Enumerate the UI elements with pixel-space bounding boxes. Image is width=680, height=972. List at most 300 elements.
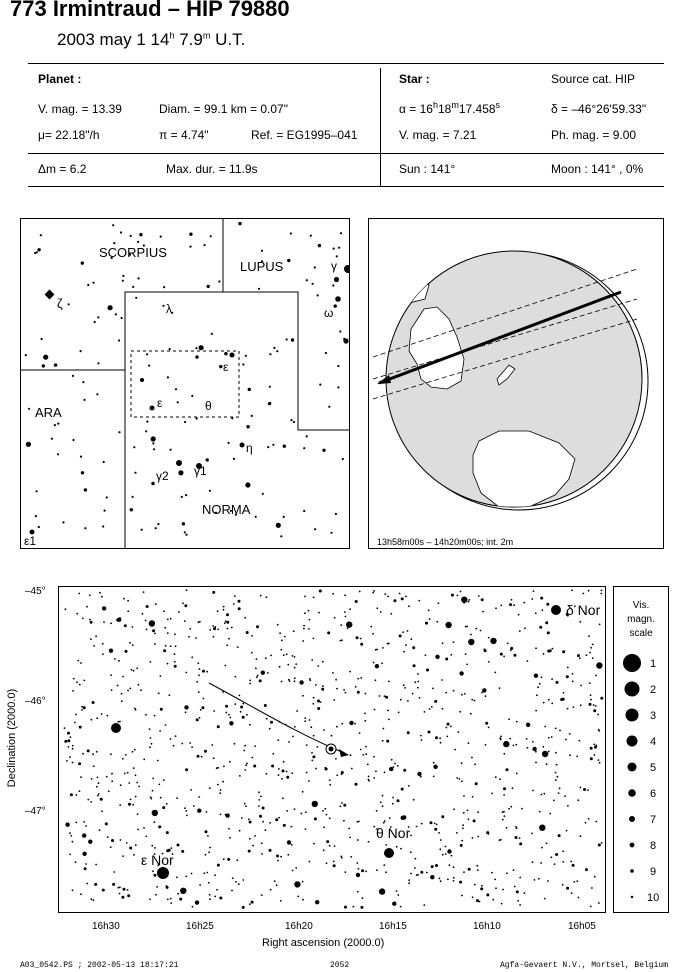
detail-star xyxy=(251,635,253,637)
detail-star xyxy=(82,618,84,620)
detail-star xyxy=(503,753,505,755)
detail-star xyxy=(323,729,325,731)
detail-star xyxy=(217,610,219,612)
detail-star xyxy=(208,851,210,853)
detail-star xyxy=(181,743,183,745)
label-scorpius: SCORPIUS xyxy=(99,245,167,260)
scale-label: 9 xyxy=(650,866,657,878)
detail-star xyxy=(295,867,297,869)
detail-star xyxy=(515,826,517,828)
detail-star xyxy=(260,796,262,798)
finder-star xyxy=(35,515,37,517)
detail-star xyxy=(278,774,280,776)
detail-star xyxy=(376,869,378,871)
detail-star xyxy=(523,602,525,604)
detail-star xyxy=(508,808,510,810)
detail-star xyxy=(276,855,279,858)
detail-star xyxy=(431,706,433,708)
detail-star xyxy=(532,741,534,743)
detail-star xyxy=(549,813,551,815)
detail-star xyxy=(413,664,416,667)
detail-star xyxy=(90,621,93,624)
detail-star xyxy=(567,667,569,669)
detail-star xyxy=(177,893,179,895)
detail-star xyxy=(292,870,294,872)
detail-star xyxy=(132,626,134,628)
detail-star xyxy=(240,706,243,709)
detail-star xyxy=(165,645,167,647)
detail-star xyxy=(572,673,574,675)
finder-star xyxy=(38,526,40,528)
detail-star xyxy=(384,593,386,595)
label-theta-nor: θ Nor xyxy=(376,825,411,841)
finder-star xyxy=(178,470,183,475)
detail-star xyxy=(547,631,550,634)
finder-star xyxy=(276,350,278,352)
detail-star xyxy=(217,725,220,728)
detail-star xyxy=(182,602,184,604)
finder-star xyxy=(303,510,305,512)
detail-star xyxy=(502,819,504,821)
detail-star xyxy=(235,881,237,883)
detail-star xyxy=(445,658,448,661)
detail-star xyxy=(242,716,245,719)
detail-star xyxy=(334,617,336,619)
detail-star xyxy=(532,790,534,792)
detail-star xyxy=(107,836,109,838)
label-epsilon-nor: ε Nor xyxy=(141,852,174,868)
detail-star xyxy=(75,822,77,824)
star-label-epsilon-b: ε xyxy=(157,396,163,410)
detail-star xyxy=(341,771,344,774)
detail-star xyxy=(188,636,190,638)
detail-star xyxy=(373,756,375,758)
finder-star xyxy=(118,431,120,433)
detail-star xyxy=(121,700,123,702)
detail-star xyxy=(510,806,512,808)
detail-star xyxy=(274,880,276,882)
detail-star xyxy=(590,757,593,760)
detail-star xyxy=(470,713,472,715)
detail-star xyxy=(387,596,389,598)
detail-star xyxy=(548,737,550,739)
detail-star xyxy=(127,610,129,612)
finder-star xyxy=(199,345,204,350)
detail-star xyxy=(457,595,459,597)
detail-star xyxy=(585,868,588,871)
detail-star xyxy=(461,840,463,842)
detail-star xyxy=(355,686,357,688)
scale-dot xyxy=(629,816,635,822)
detail-star xyxy=(302,791,304,793)
finder-star xyxy=(137,241,139,243)
detail-star xyxy=(146,605,149,608)
detail-star xyxy=(278,768,280,770)
detail-star xyxy=(154,643,156,645)
detail-star xyxy=(554,863,556,865)
finder-bright-star xyxy=(230,353,235,358)
detail-star xyxy=(286,776,289,779)
detail-star xyxy=(245,805,247,807)
detail-star xyxy=(475,628,477,630)
detail-star xyxy=(261,842,263,844)
detail-star xyxy=(567,708,569,710)
planet-vmag: V. mag. = 13.39 xyxy=(38,102,122,116)
detail-star xyxy=(154,847,156,849)
detail-star xyxy=(198,796,200,798)
detail-star xyxy=(280,649,282,651)
detail-star xyxy=(217,864,220,867)
detail-star xyxy=(476,865,478,867)
detail-star xyxy=(255,667,257,669)
finder-star xyxy=(40,234,42,236)
detail-star xyxy=(357,891,359,893)
detail-star xyxy=(335,679,337,681)
detail-star xyxy=(562,861,564,863)
detail-star xyxy=(302,695,304,697)
detail-star xyxy=(142,613,144,615)
detail-star xyxy=(336,688,338,690)
detail-star xyxy=(323,826,325,828)
finder-star xyxy=(238,222,241,225)
detail-star xyxy=(477,869,479,871)
detail-star xyxy=(155,603,157,605)
detail-star xyxy=(538,878,540,880)
detail-star xyxy=(133,854,135,856)
detail-star xyxy=(278,817,280,819)
detail-star xyxy=(81,709,83,711)
detail-star xyxy=(480,630,482,632)
footer-credit: Agfa-Gevaert N.V., Mortsel, Belgium xyxy=(500,961,669,970)
detail-star xyxy=(237,646,239,648)
detail-star xyxy=(445,622,451,628)
detail-star xyxy=(423,904,425,906)
detail-star xyxy=(238,883,240,885)
detail-star xyxy=(117,685,119,687)
finder-star xyxy=(317,294,319,296)
detail-star xyxy=(420,735,422,737)
finder-bright-star xyxy=(150,406,155,411)
detail-star xyxy=(137,829,139,831)
detail-star xyxy=(320,701,322,703)
finder-star xyxy=(287,259,290,262)
detail-star xyxy=(90,801,92,803)
detail-star xyxy=(421,823,423,825)
detail-star xyxy=(198,674,200,676)
detail-star xyxy=(261,853,263,855)
detail-star xyxy=(96,751,98,753)
detail-star xyxy=(114,658,116,660)
detail-star xyxy=(129,688,131,690)
detail-star xyxy=(349,608,351,610)
detail-star xyxy=(243,750,245,752)
detail-star xyxy=(282,797,284,799)
detail-star xyxy=(585,822,587,824)
detail-star xyxy=(592,644,594,646)
detail-star xyxy=(123,888,126,891)
finder-star xyxy=(251,415,253,417)
detail-star xyxy=(583,593,585,595)
detail-star xyxy=(343,820,345,822)
detail-star xyxy=(203,872,205,874)
detail-star xyxy=(453,690,455,692)
scale-label: 2 xyxy=(650,684,657,696)
detail-star xyxy=(511,599,513,601)
detail-star xyxy=(556,681,559,684)
star-declination: δ = –46°26'59.33" xyxy=(551,102,647,116)
detail-star xyxy=(344,611,346,613)
detail-star xyxy=(305,811,307,813)
detail-star xyxy=(251,652,253,654)
detail-star xyxy=(99,829,101,831)
detail-star xyxy=(335,758,337,760)
detail-star xyxy=(349,721,353,725)
detail-star xyxy=(546,603,549,606)
detail-star xyxy=(150,737,152,739)
detail-star xyxy=(249,680,251,682)
detail-star xyxy=(547,650,550,653)
detail-star xyxy=(388,719,390,721)
detail-star xyxy=(445,846,447,848)
detail-star xyxy=(108,790,110,792)
detail-star xyxy=(514,886,516,888)
detail-star xyxy=(134,749,136,751)
detail-star xyxy=(468,742,470,744)
detail-star xyxy=(555,779,557,781)
finder-star xyxy=(37,248,40,251)
detail-star xyxy=(576,880,578,882)
detail-star xyxy=(431,865,434,868)
finder-star xyxy=(233,458,235,460)
detail-star xyxy=(506,827,508,829)
detail-star xyxy=(246,631,249,634)
detail-star xyxy=(89,594,91,596)
finder-star xyxy=(245,355,247,357)
detail-star xyxy=(430,875,434,879)
detail-star xyxy=(532,861,534,863)
detail-star xyxy=(304,720,306,722)
detail-star xyxy=(170,738,172,740)
detail-star xyxy=(408,605,410,607)
finder-star xyxy=(276,523,281,528)
detail-star xyxy=(376,810,378,812)
detail-star xyxy=(392,902,396,906)
detail-bright-star xyxy=(157,867,169,879)
finder-star xyxy=(92,282,94,284)
detail-star xyxy=(138,684,140,686)
detail-star xyxy=(203,698,205,700)
finder-star xyxy=(152,442,154,444)
detail-star xyxy=(590,747,593,750)
detail-star xyxy=(565,739,567,741)
detail-star xyxy=(466,626,468,628)
detail-star xyxy=(461,762,463,764)
scale-svg xyxy=(614,587,668,912)
detail-star xyxy=(517,900,519,902)
detail-star xyxy=(317,707,320,710)
finder-star xyxy=(283,516,285,518)
detail-star xyxy=(217,767,219,769)
detail-star xyxy=(324,808,326,810)
detail-star xyxy=(571,892,573,894)
detail-star xyxy=(229,761,231,763)
detail-star xyxy=(196,681,198,683)
detail-star xyxy=(322,685,324,687)
detail-star xyxy=(136,782,138,784)
footer-page-number: 2052 xyxy=(330,961,350,970)
detail-star xyxy=(204,750,207,753)
finder-star xyxy=(118,339,120,341)
finder-star xyxy=(255,516,257,518)
detail-star xyxy=(344,871,346,873)
detail-star xyxy=(379,695,381,697)
detail-star xyxy=(485,722,488,725)
detail-star xyxy=(392,797,394,799)
detail-star xyxy=(110,753,112,755)
detail-star xyxy=(294,726,296,728)
detail-star xyxy=(65,608,67,610)
detail-star xyxy=(100,798,103,801)
detail-star xyxy=(491,872,493,874)
detail-star xyxy=(166,803,168,805)
detail-star xyxy=(463,602,465,604)
detail-star xyxy=(174,661,176,663)
detail-star xyxy=(93,899,95,901)
detail-star xyxy=(374,709,376,711)
detail-star xyxy=(518,614,520,616)
detail-star xyxy=(311,752,313,754)
detail-star xyxy=(291,772,293,774)
detail-star xyxy=(283,761,285,763)
detail-star xyxy=(450,654,452,656)
detail-star xyxy=(309,861,311,863)
y-axis-label: Declination (2000.0) xyxy=(6,688,18,788)
detail-star xyxy=(350,754,352,756)
detail-star xyxy=(79,726,82,729)
finder-bright-star xyxy=(335,296,341,302)
detail-star xyxy=(499,737,501,739)
detail-star xyxy=(196,718,199,721)
detail-star xyxy=(404,687,406,689)
detail-star xyxy=(87,749,90,752)
detail-star xyxy=(396,846,398,848)
detail-star xyxy=(322,661,324,663)
detail-star xyxy=(488,661,490,663)
detail-star xyxy=(127,894,130,897)
detail-star xyxy=(314,817,317,820)
detail-star xyxy=(64,727,66,729)
detail-star xyxy=(435,736,438,739)
detail-star xyxy=(149,620,155,626)
detail-star xyxy=(382,647,384,649)
detail-star xyxy=(601,842,603,844)
finder-star xyxy=(157,523,159,525)
detail-star xyxy=(598,902,600,904)
detail-star xyxy=(591,887,593,889)
detail-star xyxy=(478,595,480,597)
detail-star xyxy=(596,662,602,668)
detail-star xyxy=(308,610,310,612)
finder-star xyxy=(132,286,134,288)
finder-star xyxy=(104,510,106,512)
detail-star xyxy=(592,657,594,659)
detail-star xyxy=(546,763,548,765)
finder-bright-star xyxy=(343,338,348,343)
detail-star xyxy=(385,871,387,873)
detail-star xyxy=(159,730,161,732)
detail-star xyxy=(598,844,601,847)
detail-star xyxy=(516,890,519,893)
detail-star xyxy=(372,633,374,635)
finder-star xyxy=(273,347,275,349)
detail-star xyxy=(68,746,70,748)
detail-star xyxy=(453,880,455,882)
detail-star xyxy=(98,782,100,784)
detail-star xyxy=(327,631,330,634)
detail-star xyxy=(438,832,440,834)
detail-star xyxy=(329,779,331,781)
detail-star xyxy=(375,679,377,681)
detail-star xyxy=(513,869,515,871)
detail-star xyxy=(76,794,78,796)
detail-star xyxy=(301,813,303,815)
detail-star xyxy=(312,703,314,705)
detail-star xyxy=(333,864,336,867)
detail-star xyxy=(67,732,70,735)
detail-star xyxy=(80,662,82,664)
detail-star xyxy=(472,796,474,798)
detail-star xyxy=(123,598,125,600)
detail-star xyxy=(476,899,479,902)
finder-star xyxy=(303,447,305,449)
detail-star xyxy=(365,746,367,748)
detail-star xyxy=(326,814,328,816)
detail-star xyxy=(174,633,176,635)
detail-star xyxy=(170,898,172,900)
finder-star xyxy=(272,444,274,446)
planet-heading: Planet : xyxy=(38,72,82,86)
detail-star xyxy=(152,870,154,872)
detail-star xyxy=(242,703,244,705)
finder-star xyxy=(133,446,135,448)
finder-star xyxy=(189,246,191,248)
detail-star xyxy=(412,646,415,649)
detail-star xyxy=(288,679,290,681)
dec-tick-45: –45° xyxy=(25,586,46,597)
detail-star xyxy=(440,880,442,882)
detail-star xyxy=(249,821,252,824)
detail-star xyxy=(462,824,464,826)
detail-star xyxy=(450,726,452,728)
detail-star xyxy=(542,746,544,748)
detail-star xyxy=(577,654,580,657)
star-label-gamma2: γ2 xyxy=(156,469,169,483)
detail-star xyxy=(206,671,208,673)
detail-star xyxy=(200,709,202,711)
detail-star xyxy=(385,696,388,699)
detail-star xyxy=(122,676,124,678)
detail-star xyxy=(578,897,580,899)
detail-star xyxy=(272,753,274,755)
detail-star xyxy=(256,625,259,628)
detail-star xyxy=(213,636,215,638)
detail-star xyxy=(223,858,225,860)
scale-label: 7 xyxy=(650,814,657,826)
detail-star xyxy=(368,776,370,778)
detail-star xyxy=(329,845,331,847)
finder-star xyxy=(87,284,89,286)
scale-label: 8 xyxy=(650,840,657,852)
